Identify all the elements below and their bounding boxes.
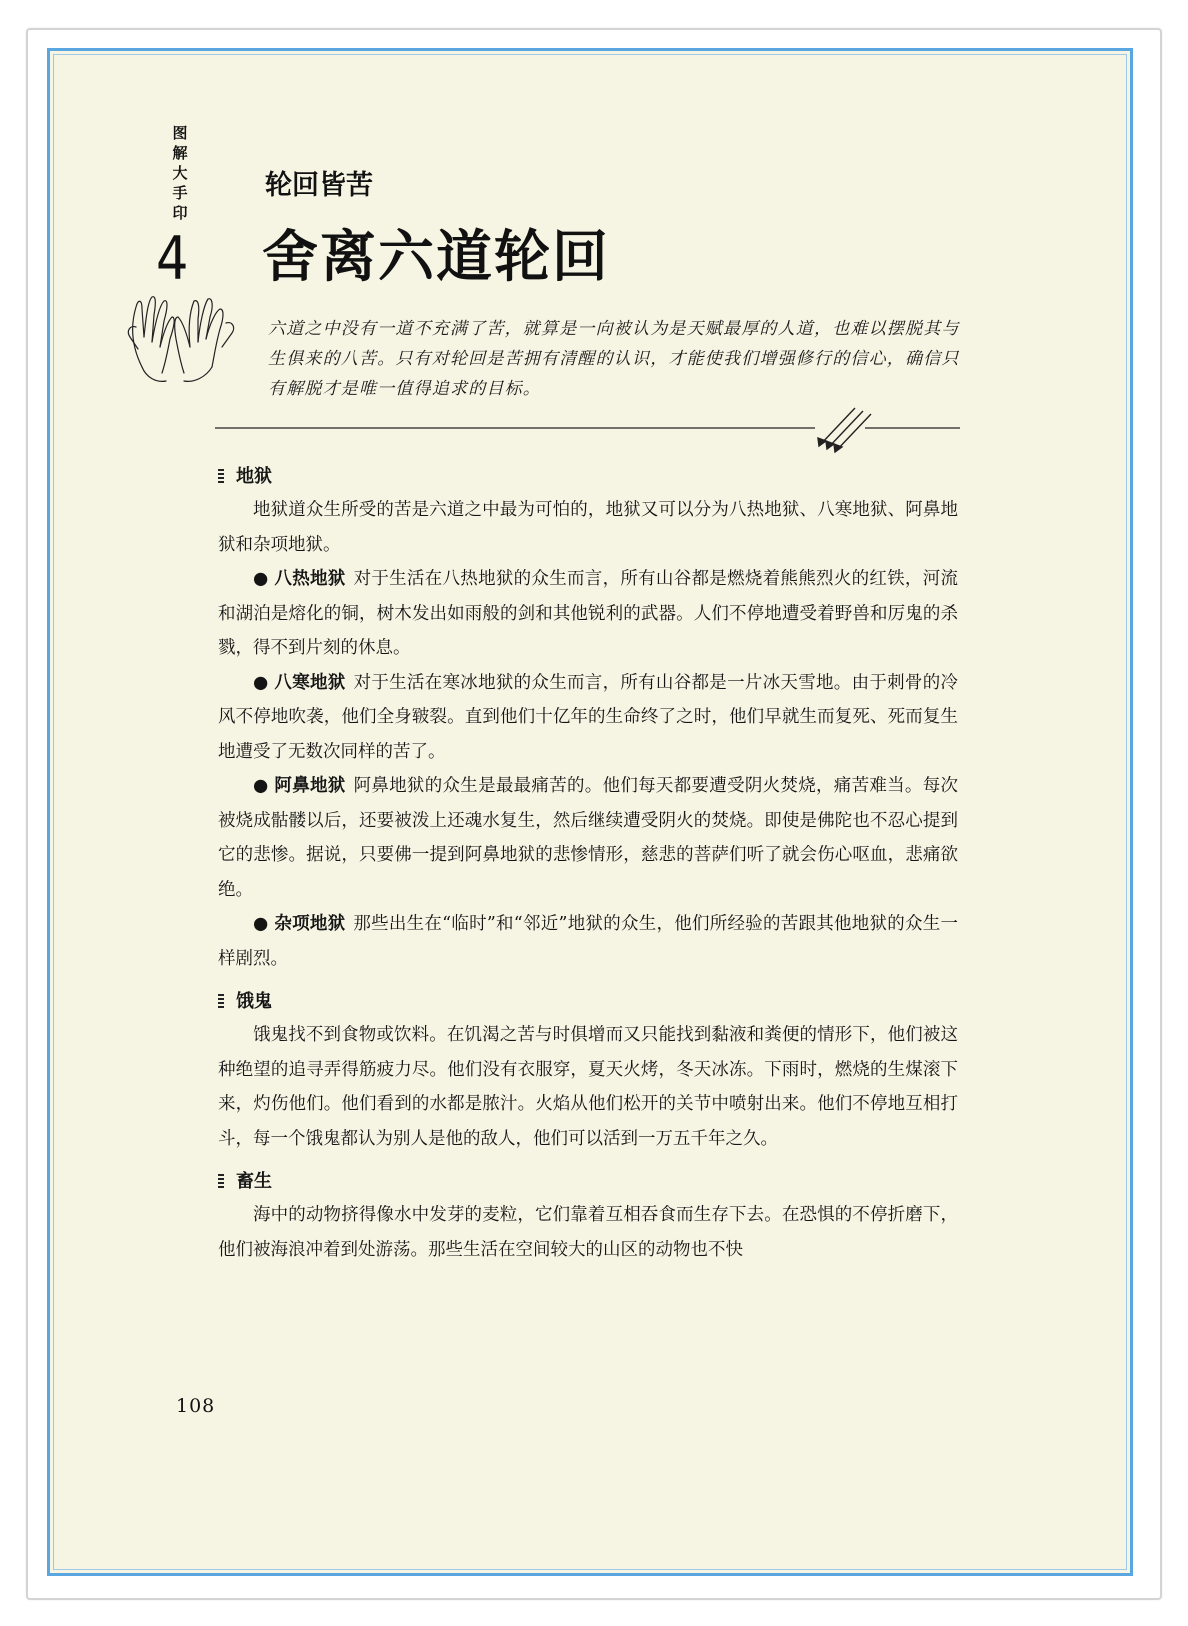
side-book-title: 图解大手印 [172, 124, 188, 222]
bullet-icon: ● [253, 672, 269, 693]
ghost-paragraph: 饿鬼找不到食物或饮料。在饥渴之苦与时俱增而又只能找到黏液和粪便的情形下，他们被这种绝望的追寻弄得筋疲力尽。他们没有衣服穿，夏天火烤，冬天冰冻。下雨时，燃烧的生煤滚下来，灼伤他们。他们看到的水都是脓汁。火焰从他们松开的关节中喷射出来。他们不停地互相打斗，每一个饿鬼都认为别人是他的敌人，他们可以活到一万五千年之久。 [218, 1025, 958, 1149]
bullet-icon: ● [253, 776, 269, 796]
animal-paragraph: 海中的动物挤得像水中发芽的麦粒，它们靠着互相吞食而生存下去。在恐惧的不停折磨下，他们被海浪冲着到处游荡。那些生活在空间较大的山区的动物也不快 [218, 1205, 958, 1260]
hell-item-hot [218, 562, 958, 666]
bullet-text: 对于生活在八热地狱的众生而言，所有山谷都是燃烧着熊熊烈火的红铁，河流和湖泊是熔化的铜，树木发出如雨般的剑和其他锐利的武器。人们不停地遭受着野兽和厉鬼的杀戮，得不到片刻的休息。 [218, 569, 959, 658]
chapter-number: 4 [156, 224, 189, 294]
bullet-label: 阿鼻地狱 [274, 776, 346, 796]
section-marker-icon [218, 994, 224, 1010]
hell-item-avici [218, 769, 958, 907]
body-content [218, 461, 958, 1267]
praying-hands-illustration [122, 287, 242, 387]
hell-item-misc [218, 907, 958, 976]
section-marker-icon [218, 469, 224, 485]
chapter-kicker: 轮回皆苦 [265, 170, 373, 201]
bullet-text: 对于生活在寒冰地狱的众生而言，所有山谷都是一片冰天雪地。由于刺骨的冷风不停地吹袭，他们全身皲裂。直到他们十亿年的生命终了之时，他们早就生而复死、死而复生地遭受了无数次同样的苦了。 [218, 672, 959, 762]
bullet-label: 杂项地狱 [274, 914, 346, 934]
section-heading-animal [218, 1166, 958, 1198]
section-heading-text: 地狱 [236, 466, 272, 487]
section-heading-text: 饿鬼 [236, 991, 272, 1012]
section-heading-hell [218, 461, 958, 493]
bullet-text: 那些出生在“临时”和“邻近”地狱的众生，他们所经验的苦跟其他地狱的众生一样剧烈。 [218, 914, 958, 969]
page-number: 108 [176, 1395, 216, 1417]
bullet-label: 八热地狱 [274, 569, 346, 589]
bullet-icon: ● [253, 569, 269, 589]
hell-item-cold [218, 666, 958, 770]
bullet-label: 八寒地狱 [274, 672, 346, 693]
section-heading-ghost [218, 986, 958, 1018]
intro-paragraph: 六道之中没有一道不充满了苦，就算是一向被认为是天赋最厚的人道，也难以摆脱其与生俱来的八苦。只有对轮回是苦拥有清醒的认识，才能使我们增强修行的信心，确信只有解脱才是唯一值得追求的目标。 [268, 319, 960, 399]
section-marker-icon [218, 1174, 224, 1190]
bullet-icon: ● [253, 914, 269, 934]
page-title: 舍离六道轮回 [262, 224, 610, 290]
book-page [47, 48, 1133, 1576]
hell-intro-paragraph: 地狱道众生所受的苦是六道之中最为可怕的，地狱又可以分为八热地狱、八寒地狱、阿鼻地狱和杂项地狱。 [218, 500, 958, 555]
bullet-text: 阿鼻地狱的众生是最最痛苦的。他们每天都要遭受阴火焚烧，痛苦难当。每次被烧成骷髅以后，还要被泼上还魂水复生，然后继续遭受阴火的焚烧。即使是佛陀也不忍心提到它的悲惨。据说，只要佛一提到阿鼻地狱的悲惨情形，慈悲的菩萨们听了就会伤心呕血，悲痛欲绝。 [218, 776, 959, 900]
section-heading-text: 畜生 [236, 1171, 272, 1192]
arrow-divider [215, 406, 960, 456]
